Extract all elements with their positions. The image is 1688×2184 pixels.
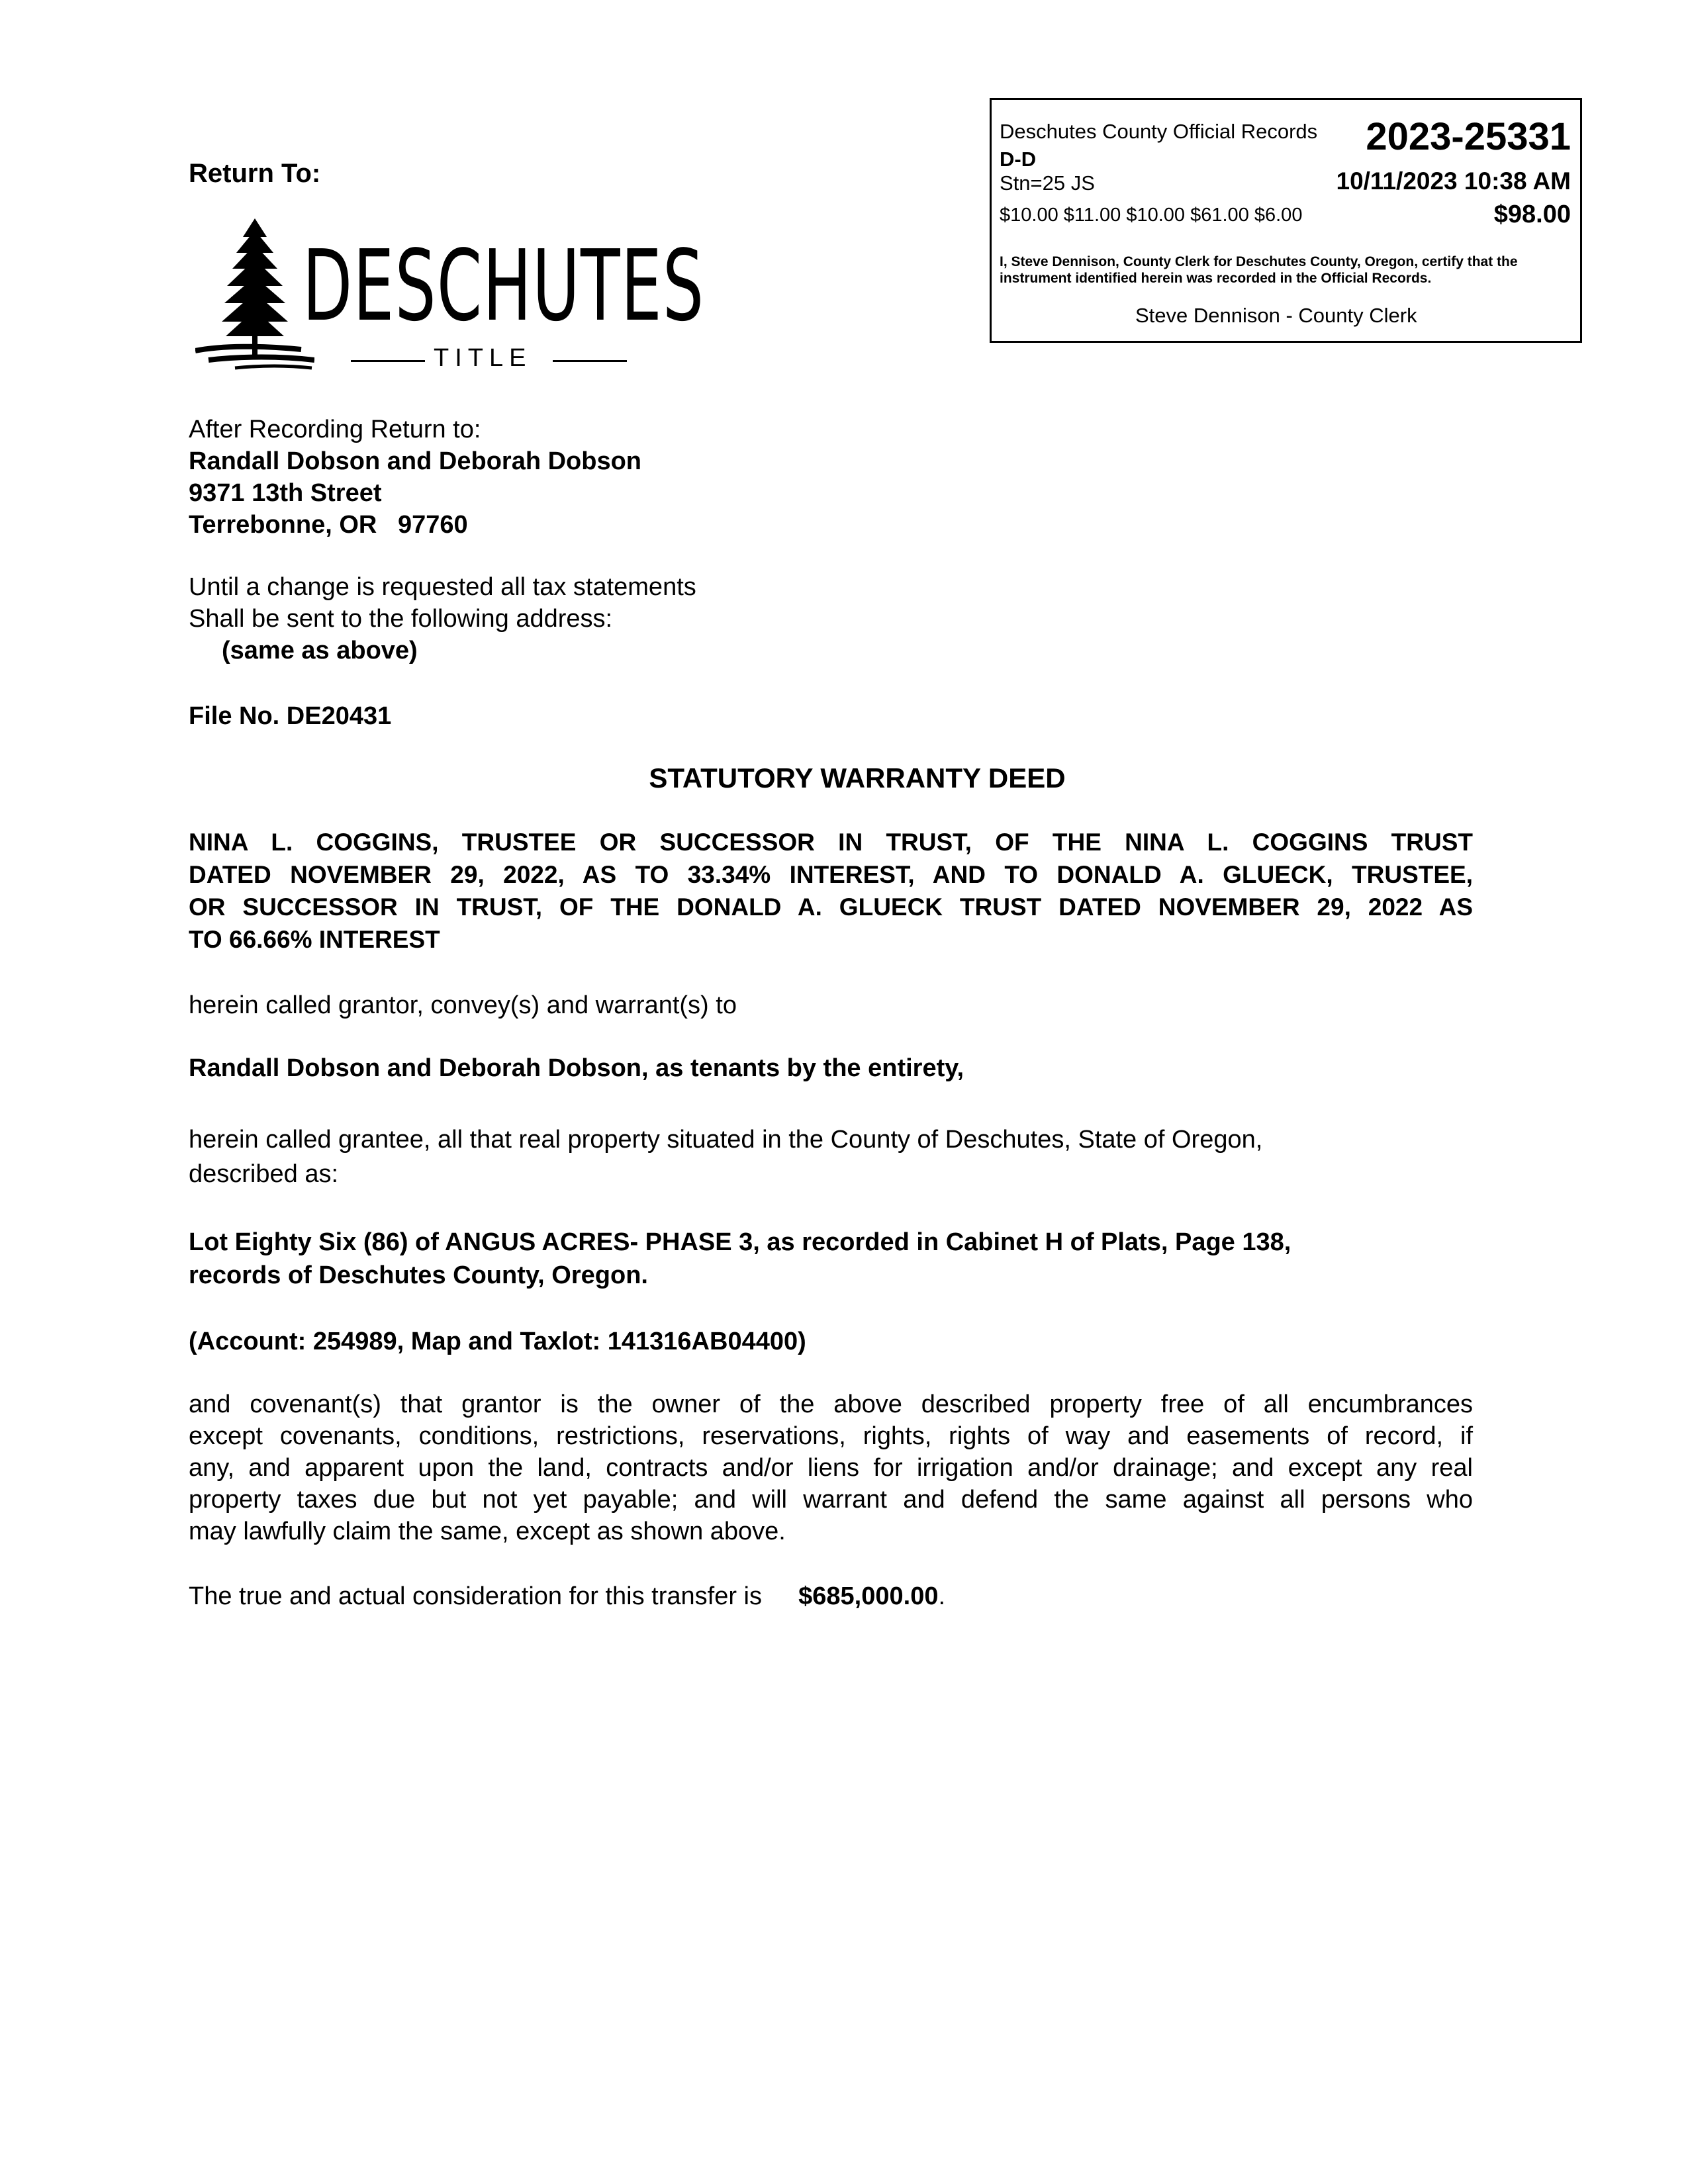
deschutes-title-logo (195, 218, 705, 377)
consideration-amount: $685,000.00 (798, 1582, 939, 1610)
grantor-line: NINA L. COGGINS, TRUSTEE OR SUCCESSOR IN TRUST, OF THE NINA L. COGGINS TRUST (189, 829, 1473, 856)
grantor-clause: herein called grantor, convey(s) and warrant(s) to (189, 991, 737, 1019)
grantee-clause-line1: herein called grantee, all that real property situated in the County of Deschutes, State of Oregon, (189, 1126, 1263, 1154)
recording-doc-type: D-D (1000, 148, 1037, 171)
pine-tree-icon (195, 218, 314, 371)
grantor-block (189, 826, 1473, 956)
tax-statements-line2: Shall be sent to the following address: (189, 605, 613, 633)
tax-statements-address: (same as above) (222, 637, 418, 664)
covenant-line: and covenant(s) that grantor is the owner of the above described property free of all encumbrances (189, 1390, 1473, 1418)
covenant-line: except covenants, conditions, restrictions, reservations, rights, rights of way and easements of record, if (189, 1422, 1473, 1450)
recording-agency: Deschutes County Official Records (1000, 120, 1318, 143)
covenant-line: property taxes due but not yet payable; and will warrant and defend the same against all persons who (189, 1486, 1473, 1514)
document-title: STATUTORY WARRANTY DEED (649, 762, 1066, 794)
recording-datetime: 10/11/2023 10:38 AM (1336, 167, 1571, 195)
grantor-line: OR SUCCESSOR IN TRUST, OF THE DONALD A. GLUECK TRUST DATED NOVEMBER 29, 2022 AS (189, 893, 1473, 921)
legal-description-line1: Lot Eighty Six (86) of ANGUS ACRES- PHASE 3, as recorded in Cabinet H of Plats, Page 138, (189, 1228, 1291, 1256)
grantee: Randall Dobson and Deborah Dobson, as tenants by the entirety, (189, 1054, 964, 1082)
return-street: 9371 13th Street (189, 479, 382, 507)
legal-description-line2: records of Deschutes County, Oregon. (189, 1261, 648, 1289)
consideration (189, 1580, 945, 1612)
after-recording-label: After Recording Return to: (189, 416, 481, 443)
logo-subtitle: TITLE (434, 344, 532, 372)
return-name: Randall Dobson and Deborah Dobson (189, 447, 642, 475)
return-city-state-zip: Terrebonne, OR 97760 (189, 511, 468, 539)
grantee-clause-line2: described as: (189, 1160, 339, 1188)
recording-stamp (990, 98, 1582, 343)
clerk-signature: Steve Dennison - County Clerk (1135, 304, 1417, 327)
recording-number: 2023-25331 (1366, 115, 1571, 158)
consideration-label: The true and actual consideration for this transfer is (189, 1582, 763, 1610)
grantor-line: DATED NOVEMBER 29, 2022, AS TO 33.34% INTEREST, AND TO DONALD A. GLUECK, TRUSTEE, (189, 861, 1473, 888)
covenant-line: may lawfully claim the same, except as shown above. (189, 1518, 786, 1545)
logo-rule-left (351, 360, 425, 362)
consideration-period: . (938, 1582, 946, 1610)
recording-fees: $10.00 $11.00 $10.00 $61.00 $6.00 (1000, 205, 1303, 226)
file-number: File No. DE20431 (189, 702, 392, 730)
recording-certification: I, Steve Dennison, County Clerk for Deschutes County, Oregon, certify that the instrument identified herein was recorded in the Official Records. (1000, 254, 1518, 286)
covenant-line: any, and apparent upon the land, contracts and/or liens for irrigation and/or drainage; and except any real (189, 1454, 1473, 1482)
account-taxlot: (Account: 254989, Map and Taxlot: 141316AB04400) (189, 1328, 806, 1355)
recording-total: $98.00 (1493, 201, 1571, 228)
logo-rule-right (553, 360, 627, 362)
logo-wordmark: DESCHUTES (303, 229, 705, 343)
return-to-label: Return To: (189, 159, 321, 188)
covenant-paragraph (189, 1388, 1473, 1547)
grantor-line: TO 66.66% INTEREST (189, 926, 440, 953)
recording-station: Stn=25 JS (1000, 171, 1095, 195)
tax-statements-line1: Until a change is requested all tax statements (189, 573, 696, 601)
